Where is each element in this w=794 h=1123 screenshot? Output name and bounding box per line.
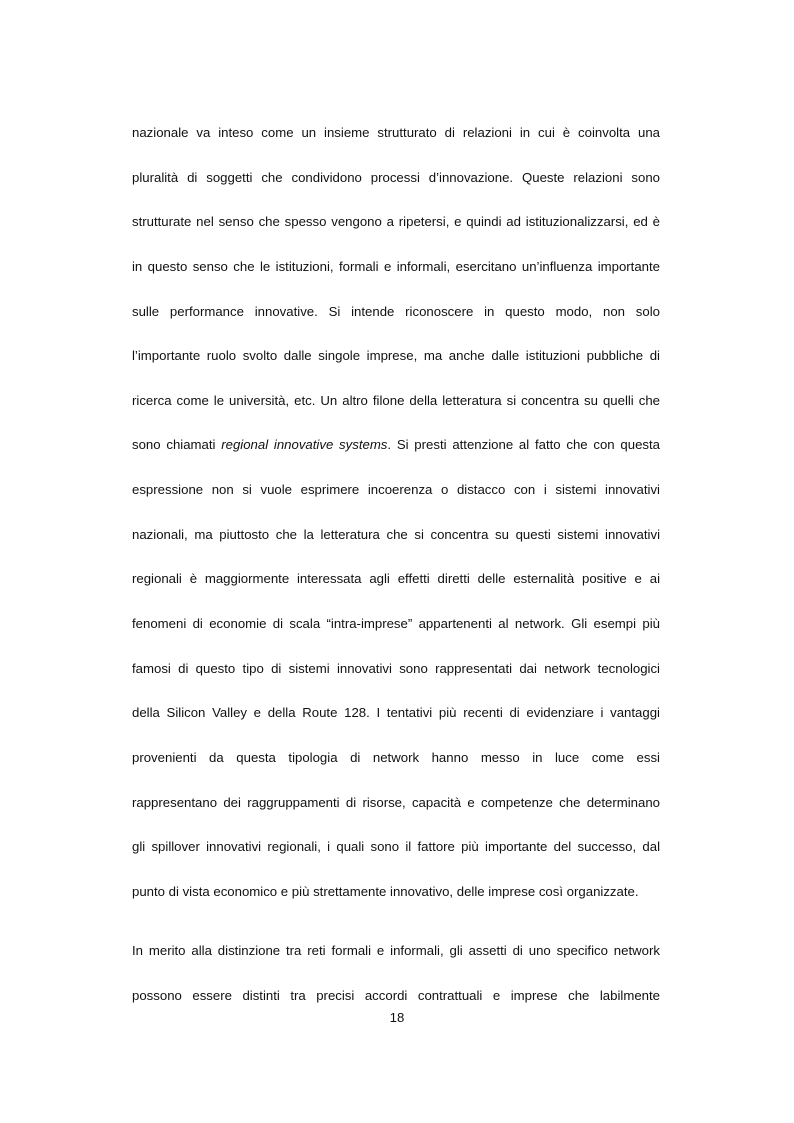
text-line: punto di vista economico e più strettamente innovativo, delle imprese così organizzate. xyxy=(132,883,639,899)
text-line-with-italic xyxy=(132,435,660,455)
text-line: della Silicon Valley e della Route 128. I tentativi più recenti di evidenziare i vantaggi xyxy=(132,705,660,721)
text-line: possono essere distinti tra precisi accordi contrattuali e imprese che labilmente xyxy=(132,987,660,1003)
text-line: gli spillover innovativi regionali, i quali sono il fattore più importante del successo, dal xyxy=(132,839,660,855)
text-line: pluralità di soggetti che condividono processi d’innovazione. Queste relazioni sono xyxy=(132,169,660,185)
text-fragment: sono chiamati xyxy=(132,437,222,453)
text-line: rappresentano dei raggruppamenti di risorse, capacità e competenze che determinano xyxy=(132,794,660,810)
italic-term: regional innovative systems xyxy=(221,437,388,453)
paragraph-1 xyxy=(132,123,660,927)
text-line: provenienti da questa tipologia di network hanno messo in luce come essi xyxy=(132,749,660,765)
text-line: fenomeni di economie di scala “intra-imprese” appartenenti al network. Gli esempi più xyxy=(132,616,660,632)
text-line: l’importante ruolo svolto dalle singole imprese, ma anche dalle istituzioni pubbliche di xyxy=(132,348,660,364)
text-fragment: . Si presti attenzione al fatto che con questa xyxy=(387,437,660,453)
text-line: sulle performance innovative. Si intende riconoscere in questo modo, non solo xyxy=(132,303,660,319)
text-line: in questo senso che le istituzioni, formali e informali, esercitano un’influenza importante xyxy=(132,258,660,274)
text-line: strutturate nel senso che spesso vengono a ripetersi, e quindi ad istituzionalizzarsi, ed è xyxy=(132,214,660,230)
text-line: famosi di questo tipo di sistemi innovativi sono rappresentati dai network tecnologici xyxy=(132,660,660,676)
text-line: ricerca come le università, etc. Un altro filone della letteratura si concentra su quelli che xyxy=(132,392,660,408)
text-line: nazionali, ma piuttosto che la letteratura che si concentra su questi sistemi innovativi xyxy=(132,526,660,542)
text-line: In merito alla distinzione tra reti formali e informali, gli assetti di uno specifico network xyxy=(132,943,660,958)
page-number: 18 xyxy=(389,1010,405,1025)
text-line: nazionale va inteso come un insieme strutturato di relazioni in cui è coinvolta una xyxy=(132,125,660,140)
text-line: regionali è maggiormente interessata agli effetti diretti delle esternalità positive e ai xyxy=(132,571,660,587)
text-line: espressione non si vuole esprimere incoerenza o distacco con i sistemi innovativi xyxy=(132,482,660,498)
